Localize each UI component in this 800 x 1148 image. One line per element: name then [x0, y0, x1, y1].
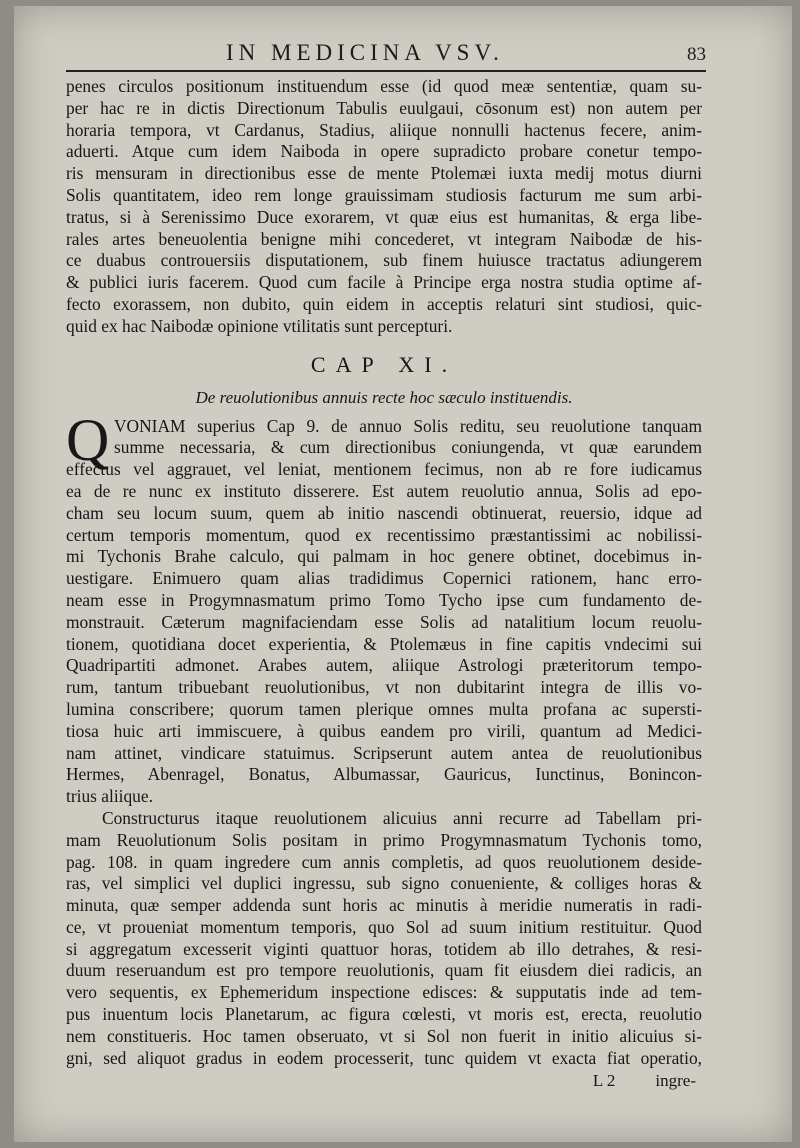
- text-line: pag. 108. in quam ingredere cum annis completis, ad quos reuolutionem deside-: [66, 851, 702, 872]
- text-line: si aggregatum excesserit viginti quattuor horas, totidem ab illo detrahes, & resi-: [66, 938, 702, 959]
- text-line: nem constitueris. Hoc tamen obseruato, vt si Sol non fuerit in initio alicuius si-: [66, 1025, 702, 1046]
- text-line: pus inuentum locis Planetarum, ac figura cœlesti, vt moris est, erecta, reuolutio: [66, 1004, 702, 1025]
- text-line: trius aliique.: [66, 786, 153, 807]
- text-line: tiosa huic arti immiscuere, à quibus eandem pro virili, quantum ad Medici-: [66, 720, 702, 741]
- chapter-subtitle: De reuolutionibus annuis recte hoc sæculo instituendis.: [195, 387, 573, 407]
- text-line: & publici iuris facerem. Quod cum facile à Principe erga nostra studia optime af-: [66, 272, 702, 293]
- text-line: effectus vel aggrauet, vel leniat, mentionem fecimus, non ab re fore iudicamus: [66, 459, 702, 480]
- text-line: duum reseruandum est pro tempore reuolutionis, quam fit eiusdem diei radicis, an: [66, 960, 702, 981]
- text-line: Constructurus itaque reuolutionem alicuius anni recurre ad Tabellam pri-: [102, 807, 702, 828]
- text-line: minuta, quæ semper addenda sunt horis ac minutis à meridie numeratis in radi-: [66, 895, 702, 916]
- text-line: fecto exorassem, non dubito, quin eidem in acceptis relaturi sint studiosi, quic-: [66, 293, 702, 314]
- text-line: rum, tantum tribuebant reuolutionibus, vt non dubitarint integra de illis vo-: [66, 677, 702, 698]
- text-line: nam attinet, vindicare statuimus. Scripserunt autem antea de reuolutionibus: [66, 742, 702, 763]
- signature-mark: L 2: [592, 1071, 616, 1091]
- text-line: certum temporis momentum, quod ex recentissimo præstantissimi ac nobilissi-: [66, 524, 702, 545]
- text-line: vero sequentis, ex Ephemeridum inspectione edisces: & supputatis inde ad tem-: [66, 982, 702, 1003]
- chapter-heading: CAP XI.: [310, 351, 458, 377]
- text-line: Quadripartiti admonet. Arabes autem, aliique Astrologi præteritorum tempo-: [66, 655, 702, 676]
- page-number: 83: [687, 44, 706, 65]
- text-line: mam Reuolutionum Solis positam in primo Progymnasmatum Tychonis tomo,: [66, 829, 702, 850]
- text-line: rales artes beneuolentia benigne mihi concederet, vt integram Naibodæ de his-: [66, 228, 702, 249]
- text-line: Hermes, Abenragel, Bonatus, Albumassar, Gauricus, Iunctinus, Bonincon-: [66, 764, 702, 785]
- text-line: cham seu locum suum, quem ab initio nascendi obtinuerat, reuersio, idque ad: [66, 502, 702, 523]
- text-line: VONIAM superius Cap 9. de annuo Solis reditu, seu reuolutione tanquam: [114, 415, 702, 436]
- text-line: quid ex hac Naibodæ opinione vtilitatis sunt percepturi.: [66, 315, 453, 336]
- text-line: summe necessaria, & cum directionibus coniungenda, vt quæ earundem: [114, 437, 702, 458]
- text-line: uestigare. Enimuero quam alias tradidimus Copernici rationem, hanc erro-: [66, 568, 702, 589]
- text-line: lumina conscribere; quorum tamen plerique omnes multa profana ac supersti-: [66, 698, 702, 719]
- text-line: ris mensuram in directionibus esse de mente Ptolemæi iuxta medij motus diurni: [66, 163, 702, 184]
- text-line: per hac re in dictis Directionum Tabulis euulgaui, cōsonum est) non autem per: [66, 97, 702, 118]
- text-line: mi Tychonis Brahe calculo, qui palmam in hoc genere obtinet, docebimus in-: [66, 546, 702, 567]
- page-body: [66, 76, 702, 1091]
- catchword: ingre-: [655, 1071, 696, 1091]
- text-line: horaria tempora, vt Cardanus, Stadius, aliique nonnulli hactenus fecere, anim-: [66, 119, 702, 140]
- text-line: monstrauit. Cæterum magnifaciendam esse Solis ad natalitium locum reuolu-: [66, 611, 702, 632]
- text-line: gni, sed aliquot gradus in eodem processerit, tunc quidem vt exacta fiat operatio,: [66, 1047, 702, 1068]
- text-line: tratus, si à Serenissimo Duce exorarem, vt quæ eius est humanitas, & erga libe-: [66, 206, 702, 227]
- paragraph-1: [66, 76, 702, 338]
- text-line: tionem, quotidiana docet experientia, & Ptolemæus in fine capitis vndecimi sui: [66, 633, 702, 654]
- paragraph-2: [66, 406, 702, 808]
- text-line: aduerti. Atque cum idem Naiboda in opere supradicto probare conetur tempo-: [66, 141, 702, 162]
- drop-capital: Q: [66, 406, 110, 473]
- text-line: neam esse in Progymnasmatum primo Tomo Tycho ipse cum fundamento de-: [66, 589, 702, 610]
- page-footer: [66, 1071, 702, 1091]
- text-line: ce duabus controuersiis disputationem, sub finem huiusce tractatus adiungerem: [66, 250, 702, 271]
- text-line: ras, vel simplici vel duplici ingressu, sub signo conueniente, & colliges horas &: [66, 873, 702, 894]
- page-header: [66, 40, 706, 72]
- text-line: penes circulos positionum instituendum esse (id quod meæ sententiæ, quam su-: [66, 76, 702, 96]
- book-page: [14, 6, 792, 1142]
- running-title: IN MEDICINA VSV.: [226, 40, 504, 65]
- paragraph-3: [66, 808, 702, 1070]
- text-line: Solis quantitatem, ideo rem longe grauissimam studiosis facturum me sum arbi-: [66, 184, 702, 205]
- text-line: ea de re nunc ex instituto disserere. Est autem reuolutio annua, Solis ad epo-: [66, 480, 702, 501]
- text-line: ce, vt proueniat momentum temporis, quo Sol ad suum initium restituitur. Quod: [66, 916, 702, 937]
